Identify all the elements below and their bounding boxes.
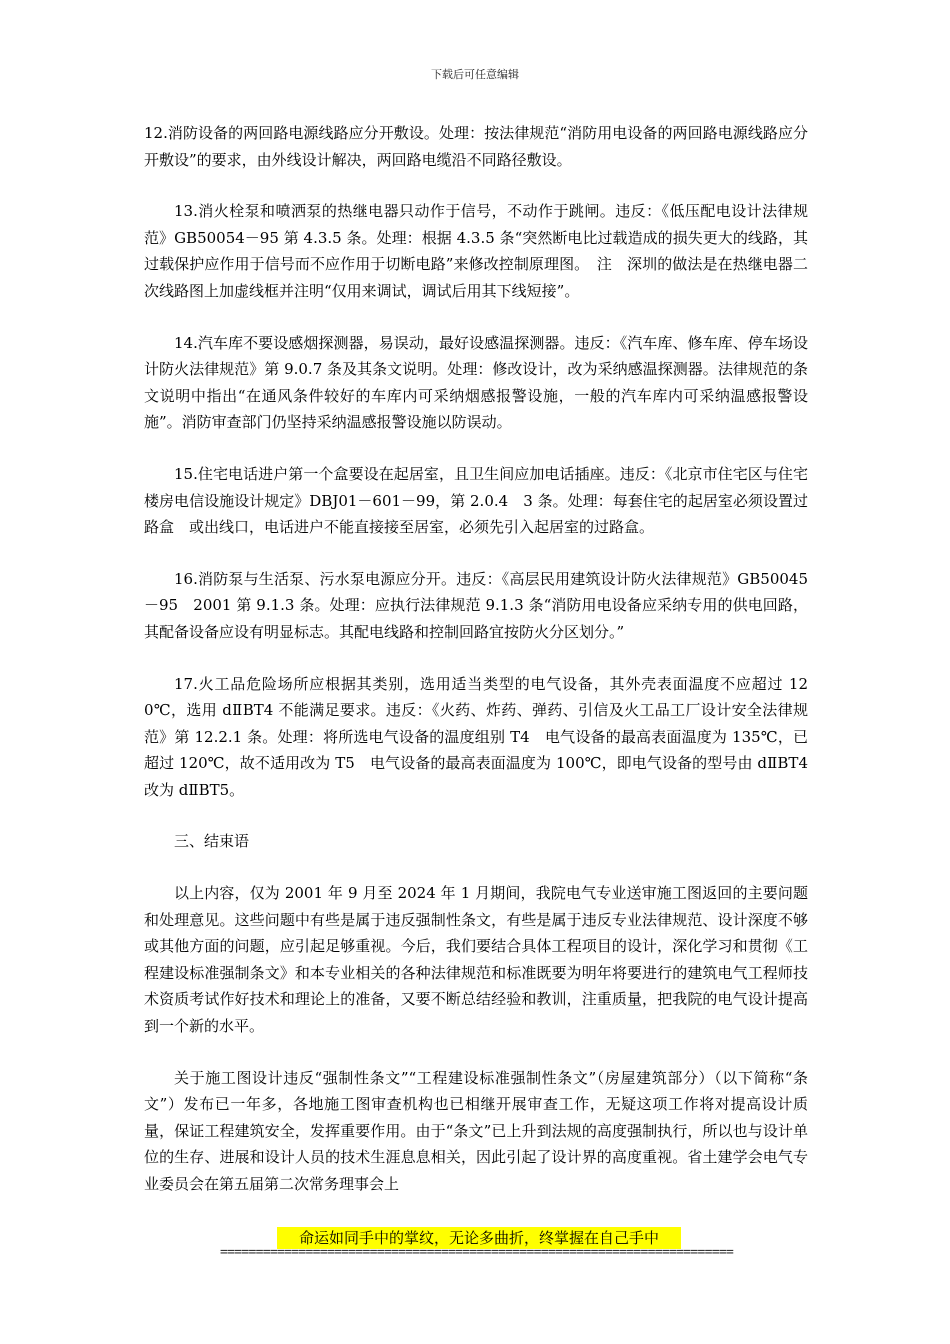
closing-paragraph: 以上内容，仅为 2001 年 9 月至 2024 年 1 月期间，我院电气专业送审施工图返回的主要问题和处理意见。这些问题中有些是属于违反强制性条文，有些是属于违反专业法律规范、设计深度不够或其他方面的问题，应引起足够重视。今后，我们要结合具体工程项目的设计，深化学习和贯彻《工程建设标准强制条文》和本专业相关的各种法律规范和标准既要为明年将要进行的建筑电气工程师技术资质考试作好技术和理论上的准备，又要不断总结经验和教训，注重质量，把我院的电气设计提高到一个新的水平。 bbox=[144, 884, 808, 1036]
document-body bbox=[144, 120, 808, 1223]
page-header: 下载后可任意编辑 bbox=[431, 68, 519, 81]
footer-motto-highlight: 命运如同手中的掌纹，无论多曲折，终掌握在自己手中 bbox=[277, 1227, 681, 1249]
paragraph-item-13: 13.消火栓泵和喷洒泵的热继电器只动作于信号，不动作于跳闸。违反：《低压配电设计法律规范》GB50054－95 第 4.3.5 条。处理：根据 4.3.5 条“突然断电比过载造成的损失更大的线路，其过载保护应作用于信号而不应作用于切断电路”来修改控制原理图。 注 深圳的做法是在热继电器二次线路图上加虚线框并注明“仅用来调试，调试后用其下线短接”。 bbox=[144, 202, 808, 300]
footer-divider: ======================================================================== bbox=[220, 1246, 734, 1260]
paragraph-item-15: 15.住宅电话进户第一个盒要设在起居室，且卫生间应加电话插座。违反：《北京市住宅区与住宅楼房电信设施设计规定》DBJ01－601－99，第 2.0.4 3 条。处理：每套住宅的起居室必须设置过路盒 或出线口，电话进户不能直接接至居室，必须先引入起居室的过路盒。 bbox=[144, 464, 808, 537]
paragraph-item-12: 12.消防设备的两回路电源线路应分开敷设。处理：按法律规范“消防用电设备的两回路电源线路应分开敷设”的要求，由外线设计解决，两回路电缆沿不同路径敷设。 bbox=[144, 124, 808, 169]
paragraph-item-14: 14.汽车库不要设感烟探测器，易误动，最好设感温探测器。违反：《汽车库、修车库、停车场设计防火法律规范》第 9.0.7 条及其条文说明。处理：修改设计，改为采纳感温探测器。法律规范的条文说明中指出“在通风条件较好的车库内可采纳烟感报警设施，一般的汽车库内可采纳温感报警设施”。消防审查部门仍坚持采纳温感报警设施以防误动。 bbox=[144, 333, 808, 432]
paragraph-item-16: 16.消防泵与生活泵、污水泵电源应分开。违反：《高层民用建筑设计防火法律规范》GB50045－95 2001 第 9.1.3 条。处理：应执行法律规范 9.1.3 条“消防用电设备应采纳专用的供电回路，其配备设备应设有明显标志。其配电线路和控制回路宜按防火分区划分。” bbox=[144, 569, 808, 641]
section-heading-conclusion: 三、结束语 bbox=[174, 832, 250, 851]
appendix-paragraph: 关于施工图设计违反“强制性条文”“工程建设标准强制性条文”（房屋建筑部分）（以下简称“条文”）发布已一年多，各地施工图审查机构也已相继开展审查工作，无疑这项工作将对提高设计质量，保证工程建筑安全，发挥重要作用。由于“条文”已上升到法规的高度强制执行，所以也与设计单位的生存、进展和设计人员的技术生涯息息相关，因此引起了设计界的高度重视。省土建学会电气专业委员会在第五届第二次常务理事会上 bbox=[144, 1068, 808, 1193]
paragraph-item-17: 17.火工品危险场所应根据其类别，选用适当类型的电气设备，其外壳表面温度不应超过 120℃，选用 dⅡBT4 不能满足要求。违反：《火药、炸药、弹药、引信及火工品工厂设计安全法律规范》第 12.2.1 条。处理：将所选电气设备的温度组别 T4 电气设备的最高表面温度为 135℃，已超过 120℃，故不适用改为 T5 电气设备的最高表面温度为 100℃，即电气设备的型号由 dⅡBT4 改为 dⅡBT5。 bbox=[144, 674, 808, 799]
